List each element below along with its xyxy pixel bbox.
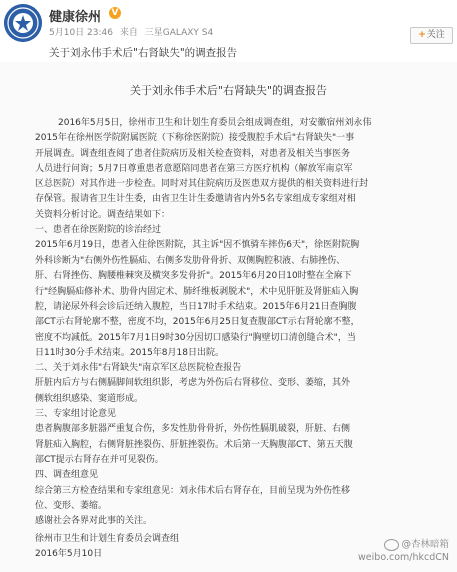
watermark-url: weibo.com/hkcdCN [358,552,449,563]
follow-label: 关注 [426,30,445,40]
account-avatar[interactable] [4,4,42,42]
post-meta [49,25,217,38]
report-line: 存保管。报请省卫生计生委，由省卫生计生委邀请省内外5名专家组成专家组对相 [35,194,356,204]
report-line: 部CT示右肾轮廓不整，密度不均，2015年6月25日复查腹部CT示右肾轮廓不整， [35,317,360,327]
report-line: 行"经胸膈疝修补术、肋骨内固定术、肺纤维板剥脱术"，术中见肝脏及肾脏疝入胸 [35,287,359,297]
report-line: 关资料分析讨论。调查结果如下： [35,210,171,220]
report-line: 区总医院）对其作进一步检查。同时对其住院病历及医患双方提供的相关资料进行封 [35,179,369,189]
report-image [0,62,457,572]
post-date: 5月10日 23:46 [49,28,113,38]
plus-icon: + [418,30,426,40]
seal-logo-icon [4,4,42,42]
follow-button[interactable] [410,27,453,44]
report-line: 日11时30分手术结束。2015年8月18日出院。 [35,348,224,358]
watermark [358,538,449,564]
report-line: 感谢社会各界对此事的关注。 [35,516,153,526]
report-line: 肾脏疝入胸腔，右侧肾脏挫裂伤、肝脏挫裂伤。术后第一天胸腹部CT、第五天腹 [35,440,353,450]
report-line: 徐州市卫生和计划生育委员会调查组 [35,534,180,544]
report-line: 患者胸腹部多脏器严重复合伤，多发性肋骨骨折，外伤性膈肌破裂，肝脏、右侧 [35,424,351,434]
source-prefix: 来自 [119,28,138,38]
weibo-logo-icon [384,539,399,551]
source-device[interactable]: 三星GALAXY S4 [144,28,214,38]
report-line: 侧软组织感染、窦道形成。 [35,394,144,404]
report-line: 肝、右肾挫伤、胸腰椎棘突及横突多发骨折"。2015年6月20日10时整在全麻下 [35,271,352,281]
report-section-heading: 二、关于刘永伟"右肾缺失"南京军区总医院检查报告 [35,363,242,373]
post-text: 关于刘永伟手术后"右肾缺失"的调查报告 [49,47,238,59]
report-line: 肝脏内后方与右侧膈脚间软组织影，考虑为外伤后右肾移位、变形、萎缩，其外 [35,378,351,388]
report-title: 关于刘永伟手术后"右肾缺失"的调查报告 [129,84,328,97]
report-line: 人员进行问询；5月7日尊重患者意愿陪同患者在第三方医疗机构（解放军南京军 [35,164,353,174]
report-line: 腔，请泌尿外科会诊后还纳入腹腔，当日17时手术结束。2015年6月21日查胸腹 [35,302,357,312]
report-line: 外科诊断为"右侧外伤性膈疝、右侧多发肋骨骨折、双侧胸腔积液、右肺挫伤、 [35,256,346,266]
report-line: 位、变形、萎缩。 [35,501,108,511]
verified-badge-icon: V [109,7,121,19]
report-line: 综合第三方检查结果和专家组意见：刘永伟术后右肾存在，目前呈现为外伤性移 [35,486,351,496]
account-name[interactable]: 健康徐州 [49,10,102,25]
report-line: 部CT提示右肾存在并可见裂伤。 [35,455,164,465]
report-line: 2016年5月10日 [35,549,103,559]
report-section-heading: 一、患者在徐医附院的诊治经过 [35,225,162,235]
weibo-post-header [0,0,457,62]
report-line: 开展调查。调查组查阅了患者住院病历及相关检查资料，对患者及相关当事医务 [35,149,351,159]
report-section-heading: 三、专家组讨论意见 [35,409,117,419]
watermark-handle: @杏林暗箱 [401,539,449,550]
report-line: 密度不均减低。2015年7月1日9时30分因切口感染行"胸壁切口清创缝合术"，当 [35,333,356,343]
report-section-heading: 四、调查组意见 [35,470,99,480]
report-line: 2015年在徐州医学院附属医院（下称徐医附院）接受腹腔手术后"右肾缺失"一事 [35,133,355,143]
report-line: 2016年5月5日，徐州市卫生和计划生育委员会组成调查组，对安徽宿州刘永伟 [58,118,372,128]
report-line: 2015年6月19日，患者入住徐医附院，其主诉"因不慎骑车摔伤6天"，徐医附院胸 [35,240,360,250]
